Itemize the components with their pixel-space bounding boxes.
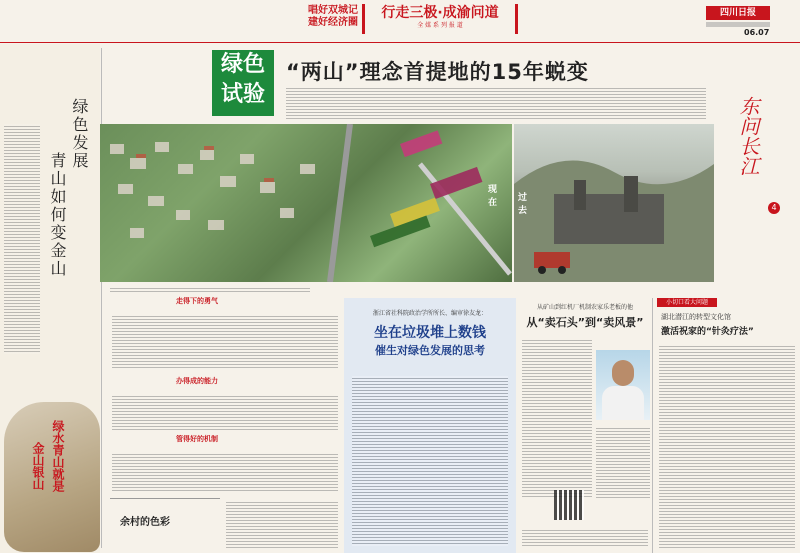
far-right-sub: 湖北潜江的转型文化馆 [661,313,731,321]
right-body-2 [596,426,650,498]
right-article [520,298,650,553]
masthead-meta [706,22,770,27]
left-column [0,44,100,553]
right-body [522,338,592,498]
center-body [352,376,508,546]
far-right-body [659,344,795,548]
masthead-slogan: 唱好双城记 建好经济圈 [308,5,358,28]
series-title-box [362,4,518,34]
left-article-body-2 [112,394,338,430]
quarry-photo-svg [514,124,714,282]
green-badge: 绿色 试验 [212,50,274,116]
side-calligraphy: 东问长江 [736,96,760,176]
inscription-stone [4,402,100,552]
stone-inscription-1: 绿水青山就是 [51,420,65,492]
masthead [0,0,800,44]
side-calligraphy-badge [722,92,788,242]
left-bottom-title: 余村的色彩 [120,517,170,528]
left-vertical-title-2: 青山如何变金山 [48,152,67,278]
main-headline: “两山”理念首提地的15年蜕变 [286,60,589,84]
village-photo-svg [100,124,512,282]
left-article-body-3 [112,452,338,492]
portrait-body [602,386,644,420]
photo-village-present [100,124,512,282]
left-bottom-box [110,498,220,551]
left-body-text [4,124,40,354]
left-divider [101,48,102,548]
photo-label-past: 过去 [518,193,528,216]
side-badge-index: 4 [768,202,780,214]
far-right-column [652,298,799,553]
left-article-sub1: 走得下的勇气 [176,297,218,305]
left-article-sub3: 管得好的机制 [176,435,218,443]
center-interview [344,298,516,553]
page-date: 06.07 [744,28,770,37]
far-right-headline: 激活祝家的“针灸疗法” [661,327,754,337]
far-right-kicker: 小切口看大问题 [657,298,717,307]
series-subtitle: 全 媒 系 列 报 道 [417,22,463,29]
right-kicker: 从矿山到红机厂机制农家乐老板的他 [536,304,633,311]
photo-quarry-past [514,124,714,282]
series-title: 行走三极·成渝问道 [381,5,499,21]
lead-text [286,86,706,120]
stone-inscription-2: 金山银山 [31,442,45,490]
left-article-body [112,314,338,370]
photo-label-now: 现在 [488,185,498,208]
center-kicker: 浙江省社科院政治学所所长、编审徐友龙： [372,310,487,317]
masthead-rule [0,42,800,43]
paper-logo: 四川日报 [706,6,770,20]
center-headline-1: 坐在垃圾堆上数钱 [374,325,486,341]
left-bottom-body [226,500,338,548]
portrait-photo [596,350,650,420]
qr-code[interactable] [554,490,584,520]
left-article-sub2: 办得成的能力 [176,377,218,385]
portrait-head [612,360,634,386]
left-vertical-title-1: 绿色发展 [70,98,89,170]
center-headline-2: 催生对绿色发展的思考 [375,344,485,357]
credits-text [522,528,648,548]
right-headline: 从“卖石头”到“卖风景” [526,316,644,329]
caption-line [110,286,310,292]
